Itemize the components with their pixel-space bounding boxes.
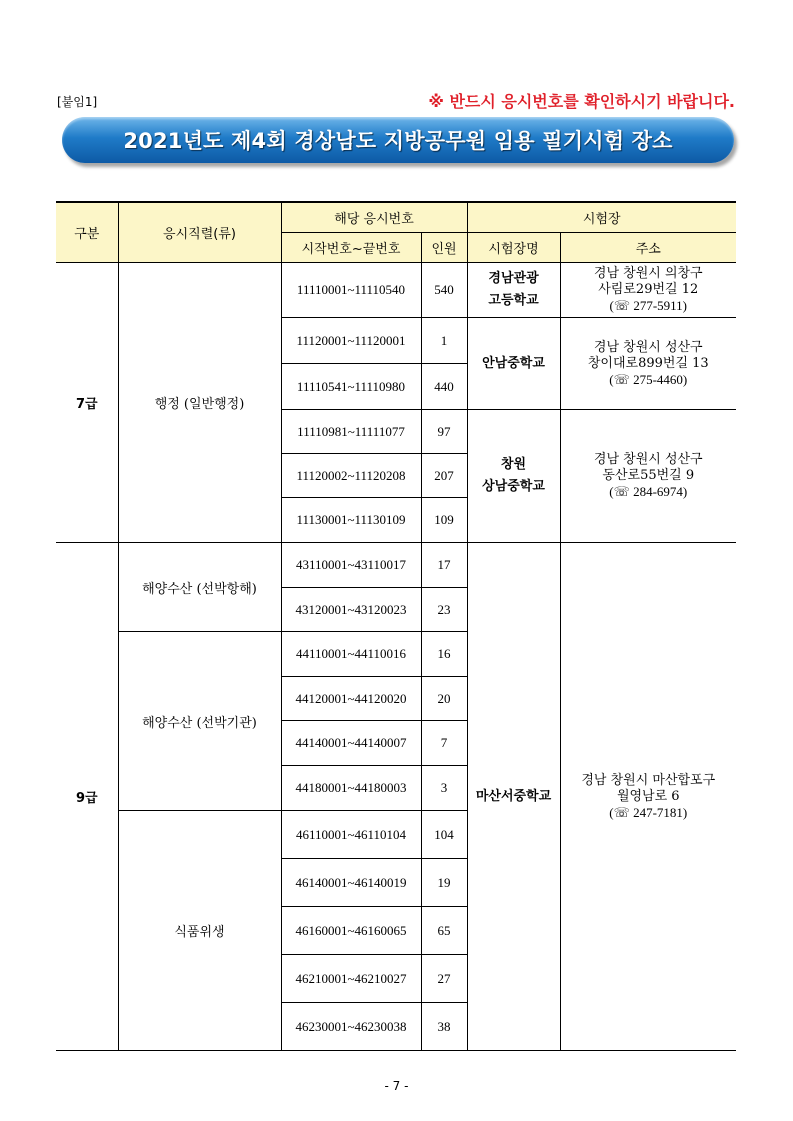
phone-number: (☏ 284-6974): [609, 484, 688, 499]
notice-text: ※ 반드시 응시번호를 확인하시기 바랍니다.: [428, 92, 735, 111]
header-job: 응시직렬(류): [118, 202, 281, 263]
range-cell: 43120001~43120023: [281, 588, 421, 632]
range-cell: 46210001~46210027: [281, 955, 421, 1003]
address-line: 동산로55번길 9: [602, 468, 695, 483]
phone-number: (☏ 275-4460): [609, 371, 688, 387]
school-name: 마산서중학교: [475, 788, 552, 804]
count-cell: 440: [421, 364, 467, 410]
range-cell: 46230001~46230038: [281, 1003, 421, 1051]
address-cell: [560, 318, 736, 410]
address-cell: [560, 543, 736, 1051]
range-cell: 11120002~11120208: [281, 454, 421, 498]
count-cell: 109: [421, 498, 467, 543]
header-category: 구분: [56, 202, 118, 263]
job-cell: 해양수산 (선박기관): [118, 632, 281, 811]
school-cell: [467, 410, 560, 543]
count-cell: 207: [421, 454, 467, 498]
school-name: 창원: [500, 457, 527, 472]
count-cell: 16: [421, 632, 467, 677]
range-cell: 43110001~43110017: [281, 543, 421, 588]
range-cell: 44140001~44140007: [281, 721, 421, 766]
phone-number: (☏ 277-5911): [609, 298, 688, 313]
address-line: 월영남로 6: [616, 788, 680, 804]
grade-cell: 7급: [56, 263, 118, 543]
range-cell: 11110541~11110980: [281, 364, 421, 410]
range-cell: 11130001~11130109: [281, 498, 421, 543]
count-cell: 1: [421, 318, 467, 364]
header-count: 인원: [421, 233, 467, 263]
header-row: [56, 202, 736, 233]
page-number: - 7 -: [384, 1079, 409, 1093]
address-cell: [560, 410, 736, 543]
header-address: 주소: [560, 233, 736, 263]
range-cell: 11110981~11111077: [281, 410, 421, 454]
count-cell: 3: [421, 766, 467, 811]
count-cell: 27: [421, 955, 467, 1003]
table-row: [56, 263, 736, 318]
address-line: 경남 창원시 성산구: [593, 452, 703, 467]
phone-number: (☏ 247-7181): [609, 804, 688, 820]
count-cell: 540: [421, 263, 467, 318]
address-cell: [560, 263, 736, 318]
range-cell: 46140001~46140019: [281, 859, 421, 907]
count-cell: 104: [421, 811, 467, 859]
range-cell: 46110001~46110104: [281, 811, 421, 859]
job-cell: 행정 (일반행정): [118, 263, 281, 543]
range-cell: 44120001~44120020: [281, 677, 421, 721]
title-banner: [62, 117, 734, 163]
address-line: 경남 창원시 마산합포구: [581, 772, 716, 788]
school-cell: [467, 318, 560, 410]
range-cell: 44180001~44180003: [281, 766, 421, 811]
job-cell: 식품위생: [118, 811, 281, 1051]
school-name: 고등학교: [488, 293, 539, 308]
count-cell: 65: [421, 907, 467, 955]
school-cell: [467, 543, 560, 1051]
school-name: 안남중학교: [482, 355, 545, 371]
range-cell: 11120001~11120001: [281, 318, 421, 364]
school-name: 상남중학교: [482, 479, 545, 494]
header-applicant-no: 해당 응시번호: [281, 202, 467, 233]
address-line: 경남 창원시 의창구: [593, 266, 703, 281]
range-cell: 46160001~46160065: [281, 907, 421, 955]
grade-cell: 9급: [56, 543, 118, 1051]
attachment-label: [붙임1]: [57, 95, 98, 109]
count-cell: 38: [421, 1003, 467, 1051]
header-exam-site: 시험장: [467, 202, 736, 233]
count-cell: 23: [421, 588, 467, 632]
count-cell: 20: [421, 677, 467, 721]
count-cell: 97: [421, 410, 467, 454]
address-line: 경남 창원시 성산구: [593, 339, 703, 355]
address-line: 사림로29번길 12: [598, 282, 699, 297]
header-site-name: 시험장명: [467, 233, 560, 263]
header-range: 시작번호~끝번호: [281, 233, 421, 263]
address-line: 창이대로899번길 13: [587, 355, 709, 371]
school-name: 경남관광: [488, 271, 539, 286]
count-cell: 17: [421, 543, 467, 588]
job-cell: 해양수산 (선박항해): [118, 543, 281, 632]
school-cell: [467, 263, 560, 318]
count-cell: 19: [421, 859, 467, 907]
page-title: 2021년도 제4회 경상남도 지방공무원 임용 필기시험 장소: [123, 129, 673, 153]
range-cell: 44110001~44110016: [281, 632, 421, 677]
count-cell: 7: [421, 721, 467, 766]
exam-site-table: [56, 201, 736, 1051]
table-row: [56, 543, 736, 588]
range-cell: 11110001~11110540: [281, 263, 421, 318]
